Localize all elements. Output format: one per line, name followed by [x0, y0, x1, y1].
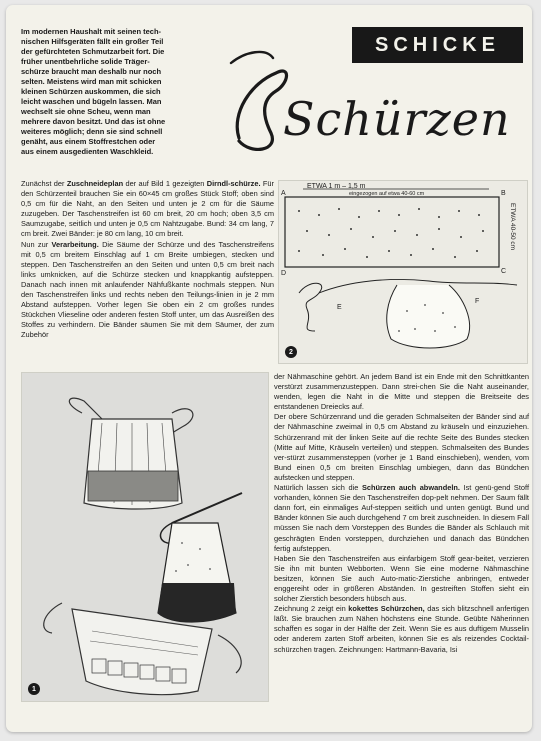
- script-title: [221, 43, 516, 163]
- figure-1-number: 1: [28, 683, 40, 695]
- title-text: Schürzen: [283, 92, 511, 146]
- paragraph-zuschneideplan: Zunächst der Zuschneideplan der auf Bild 1 gezeigten Dirndl-schürze. Für den Schürzenteil brauchen Sie ein 60×45 cm großes Stück Stoff; oben sind 0,5 cm für die Naht, an den Seiten und unten je 2 cm für die Säume zuzugeben. Der Taschenstreifen ist 60 cm breit, 20 cm hoch; oben 3,5 cm Saumzugabe, seitlich und unten je 0,5 cm Nahtzugabe. Bund: 34 cm lang, 7 cm breit. Zwei Bänder: je 80 cm lang, 10 cm breit.: [21, 179, 275, 239]
- paragraph-taschenstreifen: Haben Sie den Taschenstreifen aus einfarbigem Stoff gear-beitet, verzieren Sie ihn mit bunten Webborten. Wenn Sie eine moderne Nähmaschine besitzen, können Sie auch Auto-matic-Zierstiche anbringen, entweder enggereiht oder in größeren Abständen. In gestreiften Stoffen sieht ein solcher Zierstich besonders hübsch aus.: [274, 553, 529, 604]
- fig2-point-a: A: [281, 190, 286, 197]
- fig2-point-f: F: [475, 298, 480, 305]
- fig2-point-c: C: [501, 268, 507, 275]
- text-column-left: [21, 179, 274, 341]
- paragraph-verarbeitung: Nun zur Verarbeitung. Die Säume der Schürze und des Taschenstreifens mit 0,5 cm breitem Einschlag auf 1 cm Breite umbiegen, stecken und steppen. Den Taschenstreifen an den Seiten und unten 0,5 cm breit nach links umknicken, auf die Schürze stecken und knappkantig aufsteppen. Danach nach innen mit anlaufender Nähfußkante nochmals steppen. Nun den Taschenstreifen links und rechts neben den Teilungs-linien in je 2 mm Abstand aufsteppen. Vorher legen Sie oben ein 2 cm großes rundes Stückchen Vlieseline oder anderen festen Stoff unter, um das Ausreißen des Stoffes zu verhindern. Die Bänder säumen Sie mit dem Säumer, der zum Zubehör: [21, 239, 275, 340]
- text-column-right: [274, 372, 529, 655]
- fig2-point-e: E: [337, 304, 342, 311]
- paragraph-kokettes-schuerzchen: Zeichnung 2 zeigt ein kokettes Schürzchen, das sich blitzschnell anfertigen läßt. Sie brauchen zum Nähen höchstens eine Stunde. Geübte Näherinnen schaffen es sogar in der Hälfte der Zeit. Wenn Sie es aus duftigem Musselin oder anderem zarten Stoff arbeiten, können Sie es als reizendes Cocktail-schürzchen tragen. Zeichnungen: Hartmann-Bavaria, Isi: [274, 604, 529, 654]
- paragraph-baender: der Nähmaschine gehört. An jedem Band ist ein Ende mit den Schnittkanten verstürzt zusammenzusteppen. Dann strei-chen Sie die Naht auseinander, wenden, legen die Naht in die Mitte und steppen die Breitseite des entstandenen Dreiecks auf.: [274, 372, 529, 412]
- paragraph-schuerzenrand: Der obere Schürzenrand und die geraden Schmalseiten der Bänder sind auf der Nähmaschine zweimal in 0,5 cm Abstand zu kräuseln und einzuziehen. Schürzenrand mit der linken Seite auf die rechte Seite des Bundes stecken (Mitte auf Mitte, Kräuseln verteilen) und steppen. Schmalseiten des Bundes ver-stürzt zusammensteppen (vorher je 1 Band einschieben), wenden, vom Bund einen 0,5 cm breiten Einschlag umbiegen, dann das Bündchen aufstecken und steppen.: [274, 412, 529, 482]
- magazine-page: [6, 5, 532, 732]
- intro-paragraph: Im modernen Haushalt mit seinen tech- nischen Hilfsgeräten fällt ein großer Teil der gefürchteten Schmutzarbeit fort. Die früher unentbehrliche solide Träger- schürze braucht man deshalb nur noch selten. Meistens wird man mit schicken kleinen Schürzen auskommen, die sich leicht waschen und bügeln lassen. Man wechselt sie ohne Scheu, wenn man mehrere davon besitzt. Und das ist ohne weiteres möglich; denn sie sind schnell genäht, aus einem Stoffrestchen oder aus einem ausgedienten Waschkleid.: [21, 27, 166, 156]
- fig2-point-d: D: [281, 270, 287, 277]
- title-badge: SCHICKE: [352, 27, 523, 63]
- figure-2-cutting-plan: [278, 180, 528, 364]
- figure-1-apron-illustration: [21, 372, 269, 702]
- figure-2-number: 2: [285, 346, 297, 358]
- fig2-gathered-label: eingezogen auf etwa 40-60 cm: [349, 191, 425, 197]
- fig2-height-label: ETWA 40-50 cm: [509, 203, 516, 251]
- fig2-width-label: ETWA 1 m – 1,5 m: [307, 183, 366, 190]
- paragraph-abwandeln: Natürlich lassen sich die Schürzen auch abwandeln. Ist genü-gend Stoff vorhanden, können Sie den Taschenstreifen dop-pelt nehmen. Der Saum fällt dann fort, ein einmaliges Auf-steppen seitlich und unten genügt. Bund und Bänder können Sie auch durchgehend 7 cm breit zuschneiden. In diesem Fall müssen Sie nach dem Vorsteppen des Bundes die Bänder als Schlauch mit geschrägten Enden vorsteppen, durchziehen und danach das Bündchen fertig aufsteppen.: [274, 483, 529, 553]
- fig2-point-b: B: [501, 190, 506, 197]
